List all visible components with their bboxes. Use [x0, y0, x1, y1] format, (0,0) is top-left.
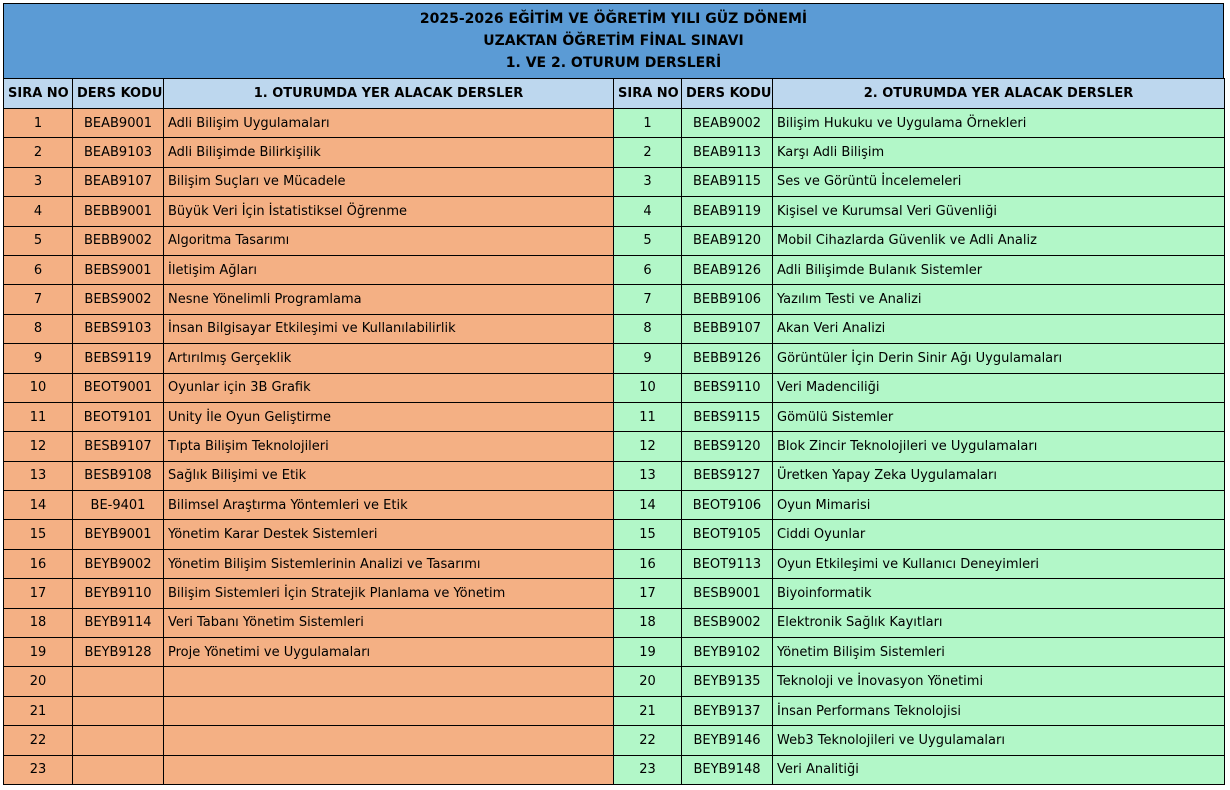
table-row — [4, 167, 1225, 196]
session2-no-cell: 3 — [614, 167, 682, 196]
session1-course-cell: İletişim Ağları — [164, 255, 614, 284]
session1-code-cell: BEOT9101 — [73, 402, 164, 431]
table-row — [4, 109, 1225, 138]
session1-code-cell: BEYB9110 — [73, 579, 164, 608]
session2-no-cell: 5 — [614, 226, 682, 255]
session2-no-cell: 17 — [614, 579, 682, 608]
session1-code-cell: BEBB9001 — [73, 197, 164, 226]
table-row — [4, 549, 1225, 578]
table-row — [4, 608, 1225, 637]
session1-no-cell: 12 — [4, 432, 73, 461]
header-no-1: SIRA NO — [4, 79, 73, 109]
session1-course-cell — [164, 755, 614, 784]
session2-course-cell: Gömülü Sistemler — [773, 402, 1225, 431]
session1-code-cell: BEAB9001 — [73, 109, 164, 138]
session2-no-cell: 2 — [614, 138, 682, 167]
session1-course-cell: Bilişim Suçları ve Mücadele — [164, 167, 614, 196]
session1-code-cell: BEBS9119 — [73, 344, 164, 373]
header-no-2: SIRA NO — [614, 79, 682, 109]
session2-code-cell: BEYB9137 — [682, 696, 773, 725]
table-row — [4, 138, 1225, 167]
header-code-1: DERS KODU — [73, 79, 164, 109]
session1-code-cell: BEBB9002 — [73, 226, 164, 255]
table-row — [4, 726, 1225, 755]
session1-no-cell: 8 — [4, 314, 73, 343]
session2-course-cell: Oyun Mimarisi — [773, 491, 1225, 520]
session2-no-cell: 23 — [614, 755, 682, 784]
session1-no-cell: 9 — [4, 344, 73, 373]
session2-code-cell: BESB9001 — [682, 579, 773, 608]
title-block — [3, 3, 1224, 78]
session2-no-cell: 4 — [614, 197, 682, 226]
session1-no-cell: 11 — [4, 402, 73, 431]
session1-course-cell: Nesne Yönelimli Programlama — [164, 285, 614, 314]
session2-course-cell: Akan Veri Analizi — [773, 314, 1225, 343]
session1-no-cell: 3 — [4, 167, 73, 196]
session2-no-cell: 13 — [614, 461, 682, 490]
session2-course-cell: Yönetim Bilişim Sistemleri — [773, 638, 1225, 667]
session2-course-cell: Kişisel ve Kurumsal Veri Güvenliği — [773, 197, 1225, 226]
session2-course-cell: Üretken Yapay Zeka Uygulamaları — [773, 461, 1225, 490]
table-row — [4, 197, 1225, 226]
table-row — [4, 255, 1225, 284]
session2-course-cell: Oyun Etkileşimi ve Kullanıcı Deneyimleri — [773, 549, 1225, 578]
session1-course-cell: Artırılmış Gerçeklik — [164, 344, 614, 373]
title-line-1: 2025-2026 EĞİTİM VE ÖĞRETİM YILI GÜZ DÖNEMİ — [419, 11, 808, 27]
session2-code-cell: BEOT9106 — [682, 491, 773, 520]
session2-course-cell: Bilişim Hukuku ve Uygulama Örnekleri — [773, 109, 1225, 138]
session1-course-cell: Sağlık Bilişimi ve Etik — [164, 461, 614, 490]
courses-table — [3, 78, 1225, 785]
session1-no-cell: 22 — [4, 726, 73, 755]
table-row — [4, 402, 1225, 431]
session1-course-cell — [164, 696, 614, 725]
session1-no-cell: 2 — [4, 138, 73, 167]
session1-code-cell: BEYB9002 — [73, 549, 164, 578]
session1-no-cell: 19 — [4, 638, 73, 667]
session1-code-cell: BESB9107 — [73, 432, 164, 461]
session1-no-cell: 18 — [4, 608, 73, 637]
session2-code-cell: BEYB9102 — [682, 638, 773, 667]
table-row — [4, 285, 1225, 314]
session2-course-cell: Karşı Adli Bilişim — [773, 138, 1225, 167]
session1-no-cell: 5 — [4, 226, 73, 255]
session2-no-cell: 15 — [614, 520, 682, 549]
session2-no-cell: 7 — [614, 285, 682, 314]
session1-course-cell: Adli Bilişim Uygulamaları — [164, 109, 614, 138]
session1-course-cell: İnsan Bilgisayar Etkileşimi ve Kullanılabilirlik — [164, 314, 614, 343]
header-session-2: 2. OTURUMDA YER ALACAK DERSLER — [773, 79, 1225, 109]
session1-no-cell: 23 — [4, 755, 73, 784]
title-line-3: 1. VE 2. OTURUM DERSLERİ — [505, 55, 722, 71]
table-row — [4, 667, 1225, 696]
session1-no-cell: 21 — [4, 696, 73, 725]
session1-course-cell: Yönetim Bilişim Sistemlerinin Analizi ve Tasarımı — [164, 549, 614, 578]
table-row — [4, 638, 1225, 667]
table-row — [4, 520, 1225, 549]
session2-code-cell: BEAB9119 — [682, 197, 773, 226]
table-row — [4, 314, 1225, 343]
session2-no-cell: 6 — [614, 255, 682, 284]
session1-no-cell: 13 — [4, 461, 73, 490]
session2-no-cell: 16 — [614, 549, 682, 578]
session2-code-cell: BEOT9105 — [682, 520, 773, 549]
session2-code-cell: BEBS9120 — [682, 432, 773, 461]
session2-course-cell: Adli Bilişimde Bulanık Sistemler — [773, 255, 1225, 284]
table-row — [4, 344, 1225, 373]
session1-no-cell: 6 — [4, 255, 73, 284]
session2-no-cell: 19 — [614, 638, 682, 667]
session1-code-cell: BEOT9001 — [73, 373, 164, 402]
header-code-2: DERS KODU — [682, 79, 773, 109]
session1-code-cell: BEBS9002 — [73, 285, 164, 314]
session2-code-cell: BEYB9148 — [682, 755, 773, 784]
exam-schedule-sheet — [3, 3, 1224, 785]
session1-course-cell: Bilimsel Araştırma Yöntemleri ve Etik — [164, 491, 614, 520]
table-row — [4, 373, 1225, 402]
session1-code-cell: BEYB9001 — [73, 520, 164, 549]
session2-course-cell: Veri Madenciliği — [773, 373, 1225, 402]
session1-course-cell — [164, 726, 614, 755]
session2-code-cell: BEYB9146 — [682, 726, 773, 755]
session2-no-cell: 20 — [614, 667, 682, 696]
table-row — [4, 226, 1225, 255]
table-row — [4, 491, 1225, 520]
session2-no-cell: 1 — [614, 109, 682, 138]
session2-no-cell: 8 — [614, 314, 682, 343]
session1-no-cell: 10 — [4, 373, 73, 402]
session1-code-cell — [73, 667, 164, 696]
session2-no-cell: 18 — [614, 608, 682, 637]
session2-no-cell: 12 — [614, 432, 682, 461]
session1-code-cell — [73, 726, 164, 755]
session2-course-cell: Yazılım Testi ve Analizi — [773, 285, 1225, 314]
session1-no-cell: 16 — [4, 549, 73, 578]
session2-code-cell: BESB9002 — [682, 608, 773, 637]
session2-code-cell: BEAB9002 — [682, 109, 773, 138]
session2-code-cell: BEAB9115 — [682, 167, 773, 196]
session1-course-cell: Proje Yönetimi ve Uygulamaları — [164, 638, 614, 667]
session2-code-cell: BEYB9135 — [682, 667, 773, 696]
title-line-2: UZAKTAN ÖĞRETİM FİNAL SINAVI — [483, 33, 744, 49]
session1-course-cell: Bilişim Sistemleri İçin Stratejik Planlama ve Yönetim — [164, 579, 614, 608]
session2-code-cell: BEBS9115 — [682, 402, 773, 431]
session1-no-cell: 1 — [4, 109, 73, 138]
session2-no-cell: 10 — [614, 373, 682, 402]
session1-course-cell: Adli Bilişimde Bilirkişilik — [164, 138, 614, 167]
table-row — [4, 696, 1225, 725]
session2-course-cell: İnsan Performans Teknolojisi — [773, 696, 1225, 725]
session2-course-cell: Elektronik Sağlık Kayıtları — [773, 608, 1225, 637]
table-row — [4, 755, 1225, 784]
session2-course-cell: Mobil Cihazlarda Güvenlik ve Adli Analiz — [773, 226, 1225, 255]
session2-no-cell: 11 — [614, 402, 682, 431]
session2-course-cell: Veri Analitiği — [773, 755, 1225, 784]
session2-code-cell: BEOT9113 — [682, 549, 773, 578]
session2-code-cell: BEBB9126 — [682, 344, 773, 373]
session1-course-cell: Büyük Veri İçin İstatistiksel Öğrenme — [164, 197, 614, 226]
session1-no-cell: 7 — [4, 285, 73, 314]
session2-no-cell: 22 — [614, 726, 682, 755]
session1-no-cell: 20 — [4, 667, 73, 696]
session2-course-cell: Ciddi Oyunlar — [773, 520, 1225, 549]
session1-course-cell: Tıpta Bilişim Teknolojileri — [164, 432, 614, 461]
session1-code-cell — [73, 755, 164, 784]
table-row — [4, 461, 1225, 490]
session1-course-cell — [164, 667, 614, 696]
session2-course-cell: Web3 Teknolojileri ve Uygulamaları — [773, 726, 1225, 755]
session2-code-cell: BEBS9110 — [682, 373, 773, 402]
session1-code-cell: BEBS9103 — [73, 314, 164, 343]
session1-code-cell — [73, 696, 164, 725]
session1-code-cell: BEBS9001 — [73, 255, 164, 284]
session2-no-cell: 21 — [614, 696, 682, 725]
session1-course-cell: Unity İle Oyun Geliştirme — [164, 402, 614, 431]
session2-code-cell: BEAB9113 — [682, 138, 773, 167]
session2-course-cell: Biyoinformatik — [773, 579, 1225, 608]
session2-no-cell: 14 — [614, 491, 682, 520]
session2-code-cell: BEBB9107 — [682, 314, 773, 343]
session1-code-cell: BEYB9128 — [73, 638, 164, 667]
header-row — [4, 79, 1225, 109]
session2-code-cell: BEAB9126 — [682, 255, 773, 284]
session1-course-cell: Yönetim Karar Destek Sistemleri — [164, 520, 614, 549]
session1-no-cell: 4 — [4, 197, 73, 226]
session2-code-cell: BEAB9120 — [682, 226, 773, 255]
session1-no-cell: 17 — [4, 579, 73, 608]
session1-code-cell: BE-9401 — [73, 491, 164, 520]
table-row — [4, 579, 1225, 608]
session1-course-cell: Oyunlar için 3B Grafik — [164, 373, 614, 402]
session1-code-cell: BEAB9107 — [73, 167, 164, 196]
session1-course-cell: Veri Tabanı Yönetim Sistemleri — [164, 608, 614, 637]
session2-course-cell: Blok Zincir Teknolojileri ve Uygulamaları — [773, 432, 1225, 461]
session1-code-cell: BESB9108 — [73, 461, 164, 490]
session2-no-cell: 9 — [614, 344, 682, 373]
session1-no-cell: 14 — [4, 491, 73, 520]
session2-code-cell: BEBS9127 — [682, 461, 773, 490]
session2-course-cell: Ses ve Görüntü İncelemeleri — [773, 167, 1225, 196]
session1-code-cell: BEAB9103 — [73, 138, 164, 167]
session1-code-cell: BEYB9114 — [73, 608, 164, 637]
header-session-1: 1. OTURUMDA YER ALACAK DERSLER — [164, 79, 614, 109]
session1-course-cell: Algoritma Tasarımı — [164, 226, 614, 255]
table-row — [4, 432, 1225, 461]
session2-code-cell: BEBB9106 — [682, 285, 773, 314]
session2-course-cell: Teknoloji ve İnovasyon Yönetimi — [773, 667, 1225, 696]
session1-no-cell: 15 — [4, 520, 73, 549]
session2-course-cell: Görüntüler İçin Derin Sinir Ağı Uygulamaları — [773, 344, 1225, 373]
